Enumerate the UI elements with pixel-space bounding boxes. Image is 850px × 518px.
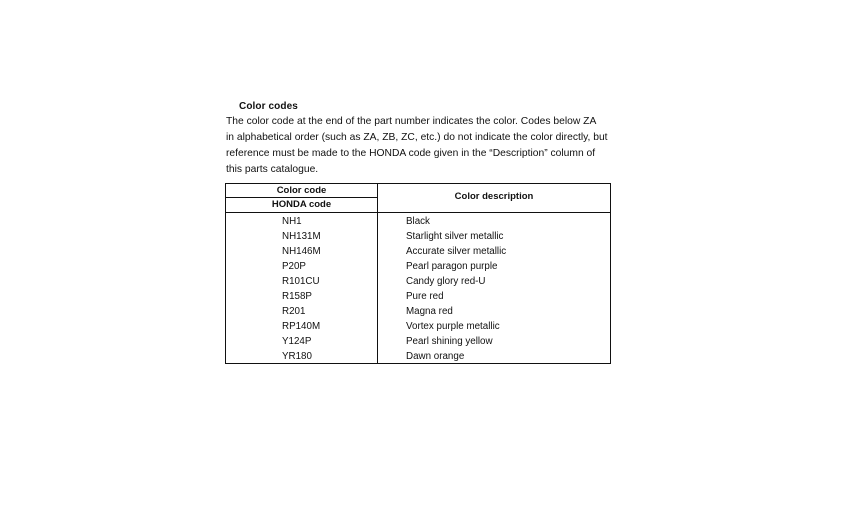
table-row (226, 229, 610, 244)
honda-code-cell: P20P (282, 261, 306, 272)
paragraph-line: in alphabetical order (such as ZA, ZB, ZC, etc.) do not indicate the color directly, but (226, 132, 608, 143)
color-description-cell: Accurate silver metallic (406, 246, 507, 257)
section-heading: Color codes (239, 101, 298, 112)
table-row (226, 274, 610, 289)
honda-code-cell: Y124P (282, 336, 312, 347)
table-row (226, 349, 610, 364)
table-row (226, 319, 610, 334)
table-row (226, 334, 610, 349)
paragraph-line: reference must be made to the HONDA code given in the “Description” column of (226, 148, 596, 159)
paragraph-line: this parts catalogue. (226, 164, 319, 175)
honda-code-cell: R101CU (282, 276, 320, 287)
color-code-table (225, 183, 611, 364)
honda-code-cell: NH1 (282, 216, 302, 227)
header-color-code: Color code (276, 185, 327, 196)
honda-code-cell: RP140M (282, 321, 321, 332)
color-description-cell: Pure red (406, 291, 444, 302)
intro-paragraph (226, 114, 618, 178)
color-description-cell: Vortex purple metallic (406, 321, 500, 332)
table-body (226, 214, 610, 364)
table-row (226, 244, 610, 259)
honda-code-cell: NH146M (282, 246, 321, 257)
paragraph-line: The color code at the end of the part number indicates the color. Codes below ZA (226, 116, 597, 127)
header-honda-code: HONDA code (271, 199, 332, 210)
color-description-cell: Candy glory red-U (406, 276, 486, 287)
color-description-cell: Pearl paragon purple (406, 261, 498, 272)
table-row (226, 214, 610, 229)
table-row (226, 304, 610, 319)
honda-code-cell: R158P (282, 291, 312, 302)
honda-code-cell: YR180 (282, 351, 312, 362)
header-color-description: Color description (454, 191, 534, 202)
color-description-cell: Pearl shining yellow (406, 336, 493, 347)
table-row (226, 289, 610, 304)
color-description-cell: Magna red (406, 306, 453, 317)
color-description-cell: Dawn orange (406, 351, 465, 362)
header-divider-left (226, 197, 377, 198)
color-description-cell: Starlight silver metallic (406, 231, 504, 242)
honda-code-cell: NH131M (282, 231, 321, 242)
header-divider (226, 212, 610, 213)
color-description-cell: Black (406, 216, 430, 227)
honda-code-cell: R201 (282, 306, 306, 317)
table-row (226, 259, 610, 274)
